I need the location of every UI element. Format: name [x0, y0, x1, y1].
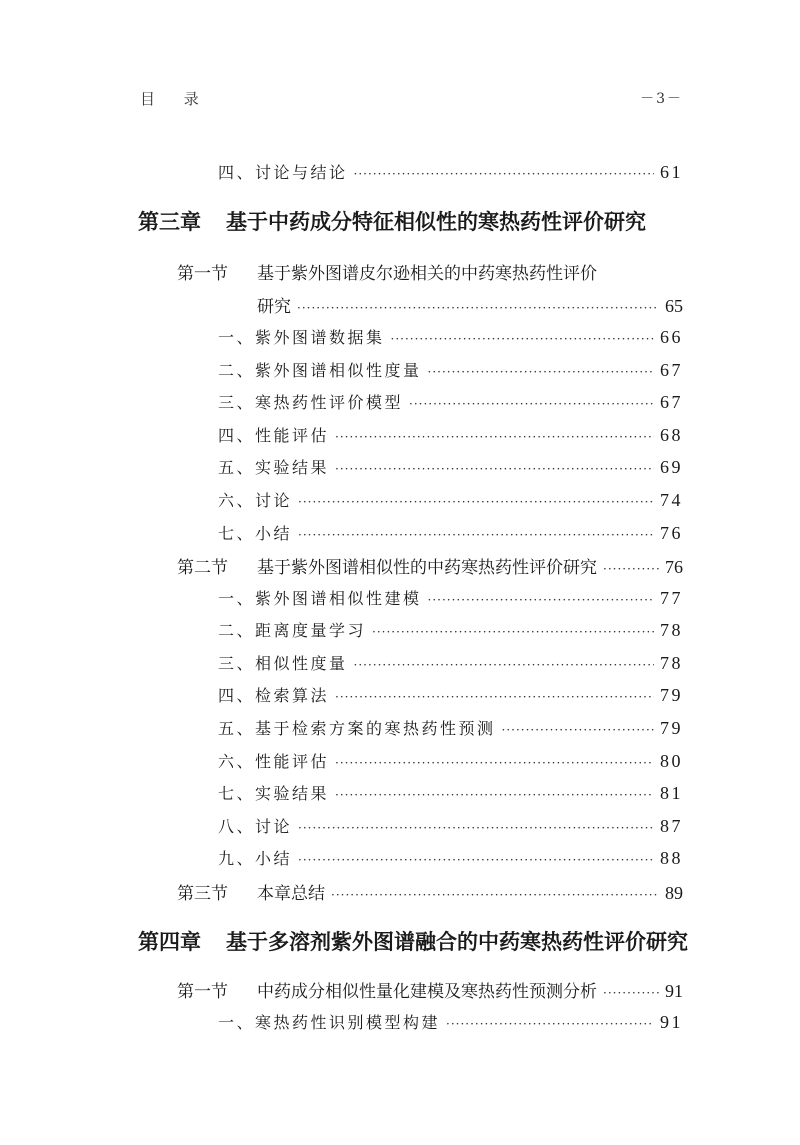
toc-entry-title: 三、相似性度量	[218, 654, 348, 673]
toc-entry-label	[218, 488, 292, 511]
toc-entry-label	[218, 423, 329, 446]
dot-leader	[354, 658, 654, 672]
toc-entry-title: 一、寒热药性识别模型构建	[218, 1013, 441, 1032]
dot-leader	[603, 986, 659, 1000]
dot-leader	[354, 167, 654, 181]
toc-entry-label	[177, 553, 597, 578]
toc-entry-label	[177, 977, 597, 1002]
running-header-title: 目 录	[140, 90, 211, 108]
toc-entry-page: 76	[660, 523, 683, 543]
toc-item[interactable]	[218, 683, 683, 706]
toc-entry-label	[218, 749, 329, 772]
toc-entry-label	[218, 618, 366, 641]
toc-section[interactable]	[177, 553, 683, 578]
toc-item[interactable]	[218, 160, 683, 183]
toc-item[interactable]	[218, 716, 683, 739]
toc-entry-page: 76	[665, 557, 683, 577]
toc-entry-number: 第二节	[177, 558, 228, 578]
toc-entry-title: 一、紫外图谱数据集	[218, 328, 385, 347]
toc-entry-page: 78	[660, 653, 683, 673]
toc-entry-page: 61	[660, 162, 683, 182]
dot-leader	[335, 756, 654, 770]
toc-entry-label	[218, 586, 422, 609]
toc-entry-label	[138, 206, 646, 236]
toc-section[interactable]	[177, 977, 683, 1002]
toc-entry-label	[177, 259, 597, 284]
toc-entry-title: 四、讨论与结论	[218, 163, 348, 182]
toc-item[interactable]	[218, 358, 683, 381]
toc-entry-page: 74	[660, 490, 683, 510]
toc-item[interactable]	[218, 488, 683, 511]
toc-entry-title: 基于中药成分特征相似性的寒热药性评价研究	[226, 210, 646, 234]
toc-entry-number: 第一节	[177, 264, 228, 284]
toc-entry-title: 三、寒热药性评价模型	[218, 393, 404, 412]
toc-entry-title: 六、性能评估	[218, 752, 330, 771]
toc-entry-number: 第三章	[138, 210, 201, 234]
toc-entry-title: 本章总结	[257, 884, 325, 904]
dot-leader	[603, 562, 659, 576]
dot-leader	[409, 397, 654, 411]
toc-entry-title: 六、讨论	[218, 491, 293, 510]
toc-item[interactable]	[218, 521, 683, 544]
toc-entry-title: 一、紫外图谱相似性建模	[218, 589, 422, 608]
toc-section[interactable]	[177, 259, 683, 284]
toc-entry-label	[218, 716, 496, 739]
toc-entry-title: 五、实验结果	[218, 458, 330, 477]
dot-leader	[335, 690, 654, 704]
toc-entry-number: 第四章	[138, 930, 201, 954]
toc-entry-page: 89	[665, 883, 683, 903]
toc-entry-title: 二、紫外图谱相似性度量	[218, 361, 422, 380]
toc-entry-label	[218, 846, 292, 869]
dot-leader	[331, 888, 659, 902]
toc-entry-label	[218, 683, 329, 706]
toc-entry-title: 研究	[257, 297, 291, 317]
toc-entry-label	[218, 781, 329, 804]
toc-item[interactable]	[218, 586, 683, 609]
toc-entry-label	[218, 651, 348, 674]
toc-item[interactable]	[218, 814, 683, 837]
page-number: －3－	[640, 91, 683, 107]
toc-entry-label	[218, 358, 422, 381]
dot-leader	[335, 430, 654, 444]
toc-section-cont[interactable]	[257, 292, 683, 317]
toc-item[interactable]	[218, 781, 683, 804]
toc-entry-number: 第三节	[177, 884, 228, 904]
toc-entry-page: 88	[660, 848, 683, 868]
toc-item[interactable]	[218, 846, 683, 869]
toc-entry-page: 77	[660, 588, 683, 608]
dot-leader	[372, 625, 654, 639]
dot-leader	[297, 301, 659, 315]
dot-leader	[391, 332, 654, 346]
toc-entry-label	[257, 292, 291, 317]
toc-entry-page: 91	[660, 1012, 683, 1032]
dot-leader	[298, 528, 654, 542]
dot-leader	[428, 365, 654, 379]
toc-entry-page: 79	[660, 718, 683, 738]
toc-entry-label	[218, 455, 329, 478]
toc-entry-page: 81	[660, 783, 683, 803]
toc-entry-title: 八、讨论	[218, 817, 293, 836]
toc-entry-number: 第一节	[177, 982, 228, 1002]
toc-item[interactable]	[218, 455, 683, 478]
toc-entry-title: 二、距离度量学习	[218, 621, 367, 640]
dot-leader	[446, 1017, 654, 1031]
dot-leader	[428, 593, 654, 607]
toc-section[interactable]	[177, 879, 683, 904]
toc-entry-title: 七、实验结果	[218, 784, 330, 803]
toc-entry-page: 67	[660, 360, 683, 380]
dot-leader	[298, 495, 654, 509]
toc-entry-page: 91	[665, 981, 683, 1001]
toc-entry-title: 中药成分相似性量化建模及寒热药性预测分析	[257, 982, 597, 1002]
toc-entry-page: 69	[660, 457, 683, 477]
toc-item[interactable]	[218, 390, 683, 413]
toc-item[interactable]	[218, 651, 683, 674]
toc-chapter[interactable]	[138, 206, 683, 236]
toc-entry-title: 基于多溶剂紫外图谱融合的中药寒热药性评价研究	[226, 930, 688, 954]
toc-entry-page: 65	[665, 296, 683, 316]
dot-leader	[335, 788, 654, 802]
toc-entry-label	[218, 160, 348, 183]
toc-entry-label	[218, 1010, 440, 1033]
toc-item[interactable]	[218, 618, 683, 641]
toc-entry-page: 79	[660, 685, 683, 705]
toc-entry-title: 基于紫外图谱相似性的中药寒热药性评价研究	[257, 558, 597, 578]
toc-entry-page: 87	[660, 816, 683, 836]
dot-leader	[298, 853, 654, 867]
toc-entry-page: 66	[660, 327, 683, 347]
toc-entry-title: 九、小结	[218, 849, 293, 868]
toc-entry-page: 78	[660, 620, 683, 640]
toc-item[interactable]	[218, 749, 683, 772]
toc-item[interactable]	[218, 1010, 683, 1033]
dot-leader	[298, 821, 654, 835]
toc-item[interactable]	[218, 325, 683, 348]
dot-leader	[335, 462, 654, 476]
toc-entry-label	[218, 814, 292, 837]
toc-entry-title: 基于紫外图谱皮尔逊相关的中药寒热药性评价	[257, 264, 597, 284]
toc-entry-label	[218, 390, 403, 413]
dot-leader	[502, 723, 654, 737]
toc-item[interactable]	[218, 423, 683, 446]
toc-entry-label	[218, 325, 385, 348]
toc-entry-page: 67	[660, 392, 683, 412]
toc-entry-title: 五、基于检索方案的寒热药性预测	[218, 719, 496, 738]
toc-chapter[interactable]	[138, 926, 688, 956]
toc-entry-label	[138, 926, 688, 956]
toc-entry-title: 四、性能评估	[218, 426, 330, 445]
toc-entry-label	[177, 879, 325, 904]
toc-entry-title: 七、小结	[218, 524, 293, 543]
toc-entry-label	[218, 521, 292, 544]
toc-entry-page: 80	[660, 751, 683, 771]
toc-entry-page: 68	[660, 425, 683, 445]
toc-entry-title: 四、检索算法	[218, 686, 330, 705]
